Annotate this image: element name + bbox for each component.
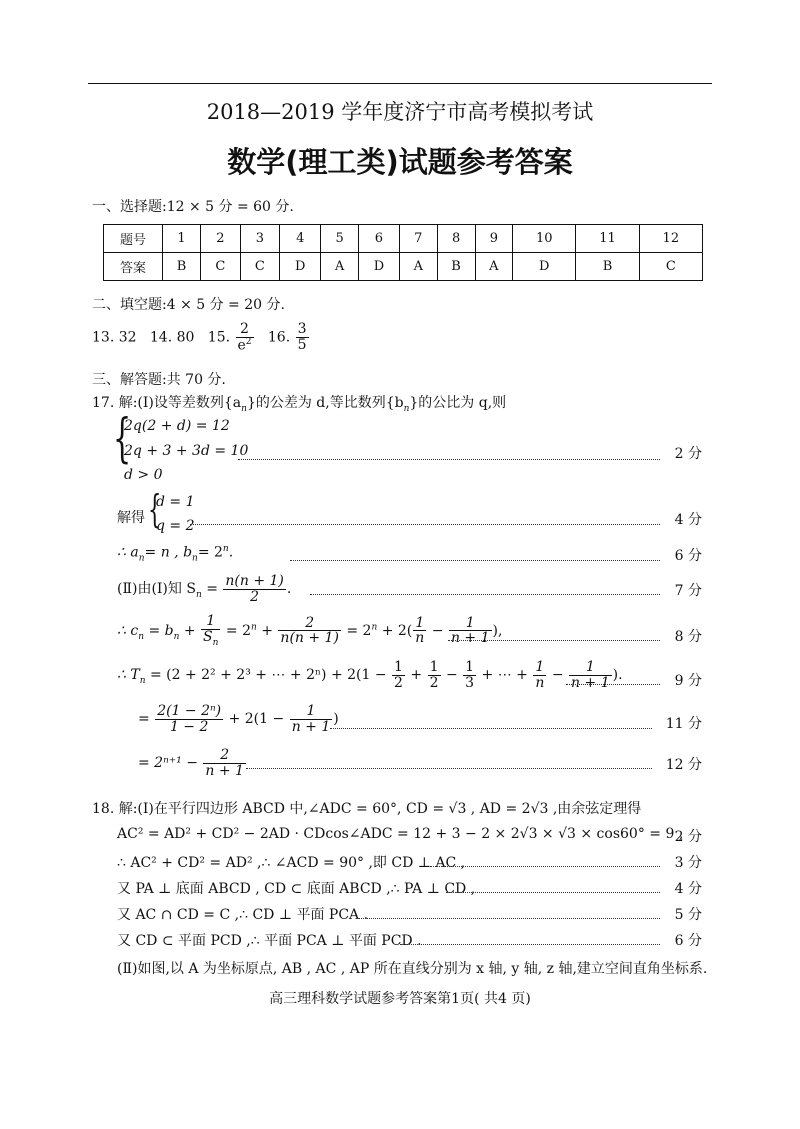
table-cell: 9 — [475, 225, 512, 253]
top-rule — [88, 83, 712, 84]
leader-dots — [310, 594, 660, 595]
score-8: 8 分 — [674, 629, 702, 645]
page-footer: 高三理科数学试题参考答案第1页( 共4 页) — [269, 991, 531, 1007]
leader-dots — [566, 684, 660, 685]
q18-pa-perp: 又 PA ⊥ 底面 ABCD , CD ⊂ 底面 ABCD ,∴ PA ⊥ CD , — [117, 881, 476, 897]
system-brace: { — [113, 409, 132, 469]
table-cell: C — [639, 253, 702, 281]
solve-label: 解得 — [117, 510, 145, 526]
system-eq-2: 2q + 3 + 3d = 10 — [124, 443, 249, 459]
table-cell: 10 — [513, 225, 576, 253]
table-cell: D — [280, 253, 321, 281]
fill-answers — [92, 322, 310, 353]
solution-d: d = 1 — [156, 494, 195, 510]
table-cell: 12 — [639, 225, 702, 253]
score-9: 9 分 — [674, 673, 702, 689]
table-cell: 11 — [576, 225, 639, 253]
q18-part2: (Ⅱ)如图,以 A 为坐标原点, AB , AC , AP 所在直线分别为 x 轴, y 轴, z 轴,建立空间直角坐标系. — [117, 961, 708, 977]
table-cell: 5 — [321, 225, 358, 253]
table-header-cell: 题号 — [104, 225, 163, 253]
score-4: 4 分 — [674, 881, 702, 897]
table-cell: 6 — [358, 225, 399, 253]
score-6: 6 分 — [674, 933, 702, 949]
score-4: 4 分 — [674, 512, 702, 528]
q18-plane-perp: 又 CD ⊂ 平面 PCD ,∴ 平面 PCA ⊥ 平面 PCD . — [117, 933, 422, 949]
answer-16-label: 16. — [267, 329, 291, 346]
system-eq-3: d > 0 — [124, 467, 163, 483]
table-cell: C — [201, 253, 241, 281]
section3-heading: 三、解答题:共 70 分. — [92, 372, 226, 388]
q18-intro: 18. 解:(Ⅰ)在平行四边形 ABCD 中,∠ADC = 60°, CD = √3 , AD = 2√3 ,由余弦定理得 — [92, 801, 642, 817]
table-header-cell: 答案 — [104, 253, 163, 281]
score-12: 12 分 — [665, 757, 702, 773]
exam-title: 2018—2019 学年度济宁市高考模拟考试 — [206, 100, 594, 124]
table-cell: B — [437, 253, 475, 281]
table-cell: A — [400, 253, 437, 281]
general-terms: ∴ $a_n= n$ , $b_n= 2^n$. — [117, 544, 234, 564]
cn-expression: ∴ $c_n = b_n$ + $\frac{1}{S_n}$ = $2^n$ + $\frac{2}{n(n + 1)}$ = $2^n + 2$( $\frac{1}{n}$ − $\frac{1}{n + 1}$ ), — [117, 613, 503, 648]
answer-14: 14. 80 — [149, 329, 195, 346]
document-title: 数学(理工类)试题参考答案 — [227, 145, 573, 179]
leader-dots — [400, 944, 660, 945]
tn-expression: ∴ $T_n = (2 + 2^2 + 2^3$ + ⋯ + 2ⁿ) + 2(1 − $\frac{1}{2}$ + $\frac{1}{2}$ − $\frac{1}{3}$ + ⋯ + $\frac{1}{n}$ − $\frac{1}{n + 1}$ ). — [117, 659, 623, 691]
q18-cd-perp-plane: 又 AC ∩ CD = C ,∴ CD ⊥ 平面 PCA . — [117, 907, 369, 923]
answer-15-fraction: $\frac{2}{e^2}$ — [237, 321, 252, 354]
q18-cosine-law: AC² = AD² + CD² − 2AD · CDcos∠ADC = 12 + 3 − 2 × 2√3 × √3 × cos60° = 9 , — [117, 826, 684, 842]
score-11: 11 分 — [665, 716, 702, 732]
answer-15-label: 15. — [207, 329, 231, 346]
leader-dots — [190, 524, 660, 525]
solution-brace: { — [148, 487, 162, 531]
score-6: 6 分 — [674, 548, 702, 564]
leader-dots — [238, 459, 660, 460]
score-2: 2 分 — [674, 446, 702, 462]
table-row-answers — [104, 253, 703, 281]
tn-step-12: = 2ⁿ⁺¹ − $\frac{2}{n + 1}$ — [138, 747, 244, 779]
leader-dots — [356, 918, 660, 919]
part2-sn: (Ⅱ)由(Ⅰ)知 $S_n$ = $\frac{n(n + 1)}{2}$ . — [117, 573, 292, 605]
table-cell: D — [513, 253, 576, 281]
table-cell: A — [321, 253, 358, 281]
score-5: 5 分 — [674, 907, 702, 923]
answer-16-fraction: $\frac{3}{5}$ — [297, 321, 307, 354]
q17-intro: 17. 解:(Ⅰ)设等差数列$\{a_n\}$的公差为 d,等比数列$\{b_n\}$的公比为 q,则 — [92, 395, 507, 414]
score-7: 7 分 — [674, 583, 702, 599]
answer-table — [103, 224, 703, 281]
section1-heading: 一、选择题:12 × 5 分 = 60 分. — [92, 199, 294, 215]
table-cell: B — [163, 253, 201, 281]
score-2: 2 分 — [674, 829, 702, 845]
table-cell: 7 — [400, 225, 437, 253]
leader-dots — [448, 640, 660, 641]
table-cell: 8 — [437, 225, 475, 253]
leader-dots — [430, 866, 660, 867]
q18-right-angle: ∴ AC² + CD² = AD² ,∴ ∠ACD = 90° ,即 CD ⊥ AC , — [117, 855, 466, 871]
score-3: 3 分 — [674, 855, 702, 871]
table-cell: B — [576, 253, 639, 281]
solution-q: q = 2 — [156, 518, 195, 534]
table-cell: D — [358, 253, 399, 281]
system-eq-1: 2q(2 + d) = 12 — [124, 418, 230, 434]
answer-13: 13. 32 — [92, 329, 137, 346]
leader-dots — [290, 560, 660, 561]
tn-step-11: = $\frac{\text{2(1 − 2ⁿ)}}{1 - 2}$ + 2(1 − $\frac{1}{n + 1}$ ) — [138, 703, 339, 735]
table-cell: C — [240, 253, 280, 281]
table-cell: 1 — [163, 225, 201, 253]
table-row-numbers — [104, 225, 703, 253]
leader-dots — [246, 768, 652, 769]
table-cell: 3 — [240, 225, 280, 253]
leader-dots — [446, 892, 660, 893]
table-cell: 4 — [280, 225, 321, 253]
table-cell: A — [475, 253, 512, 281]
leader-dots — [330, 728, 652, 729]
section2-heading: 二、填空题:4 × 5 分 = 20 分. — [92, 297, 285, 313]
table-cell: 2 — [201, 225, 241, 253]
